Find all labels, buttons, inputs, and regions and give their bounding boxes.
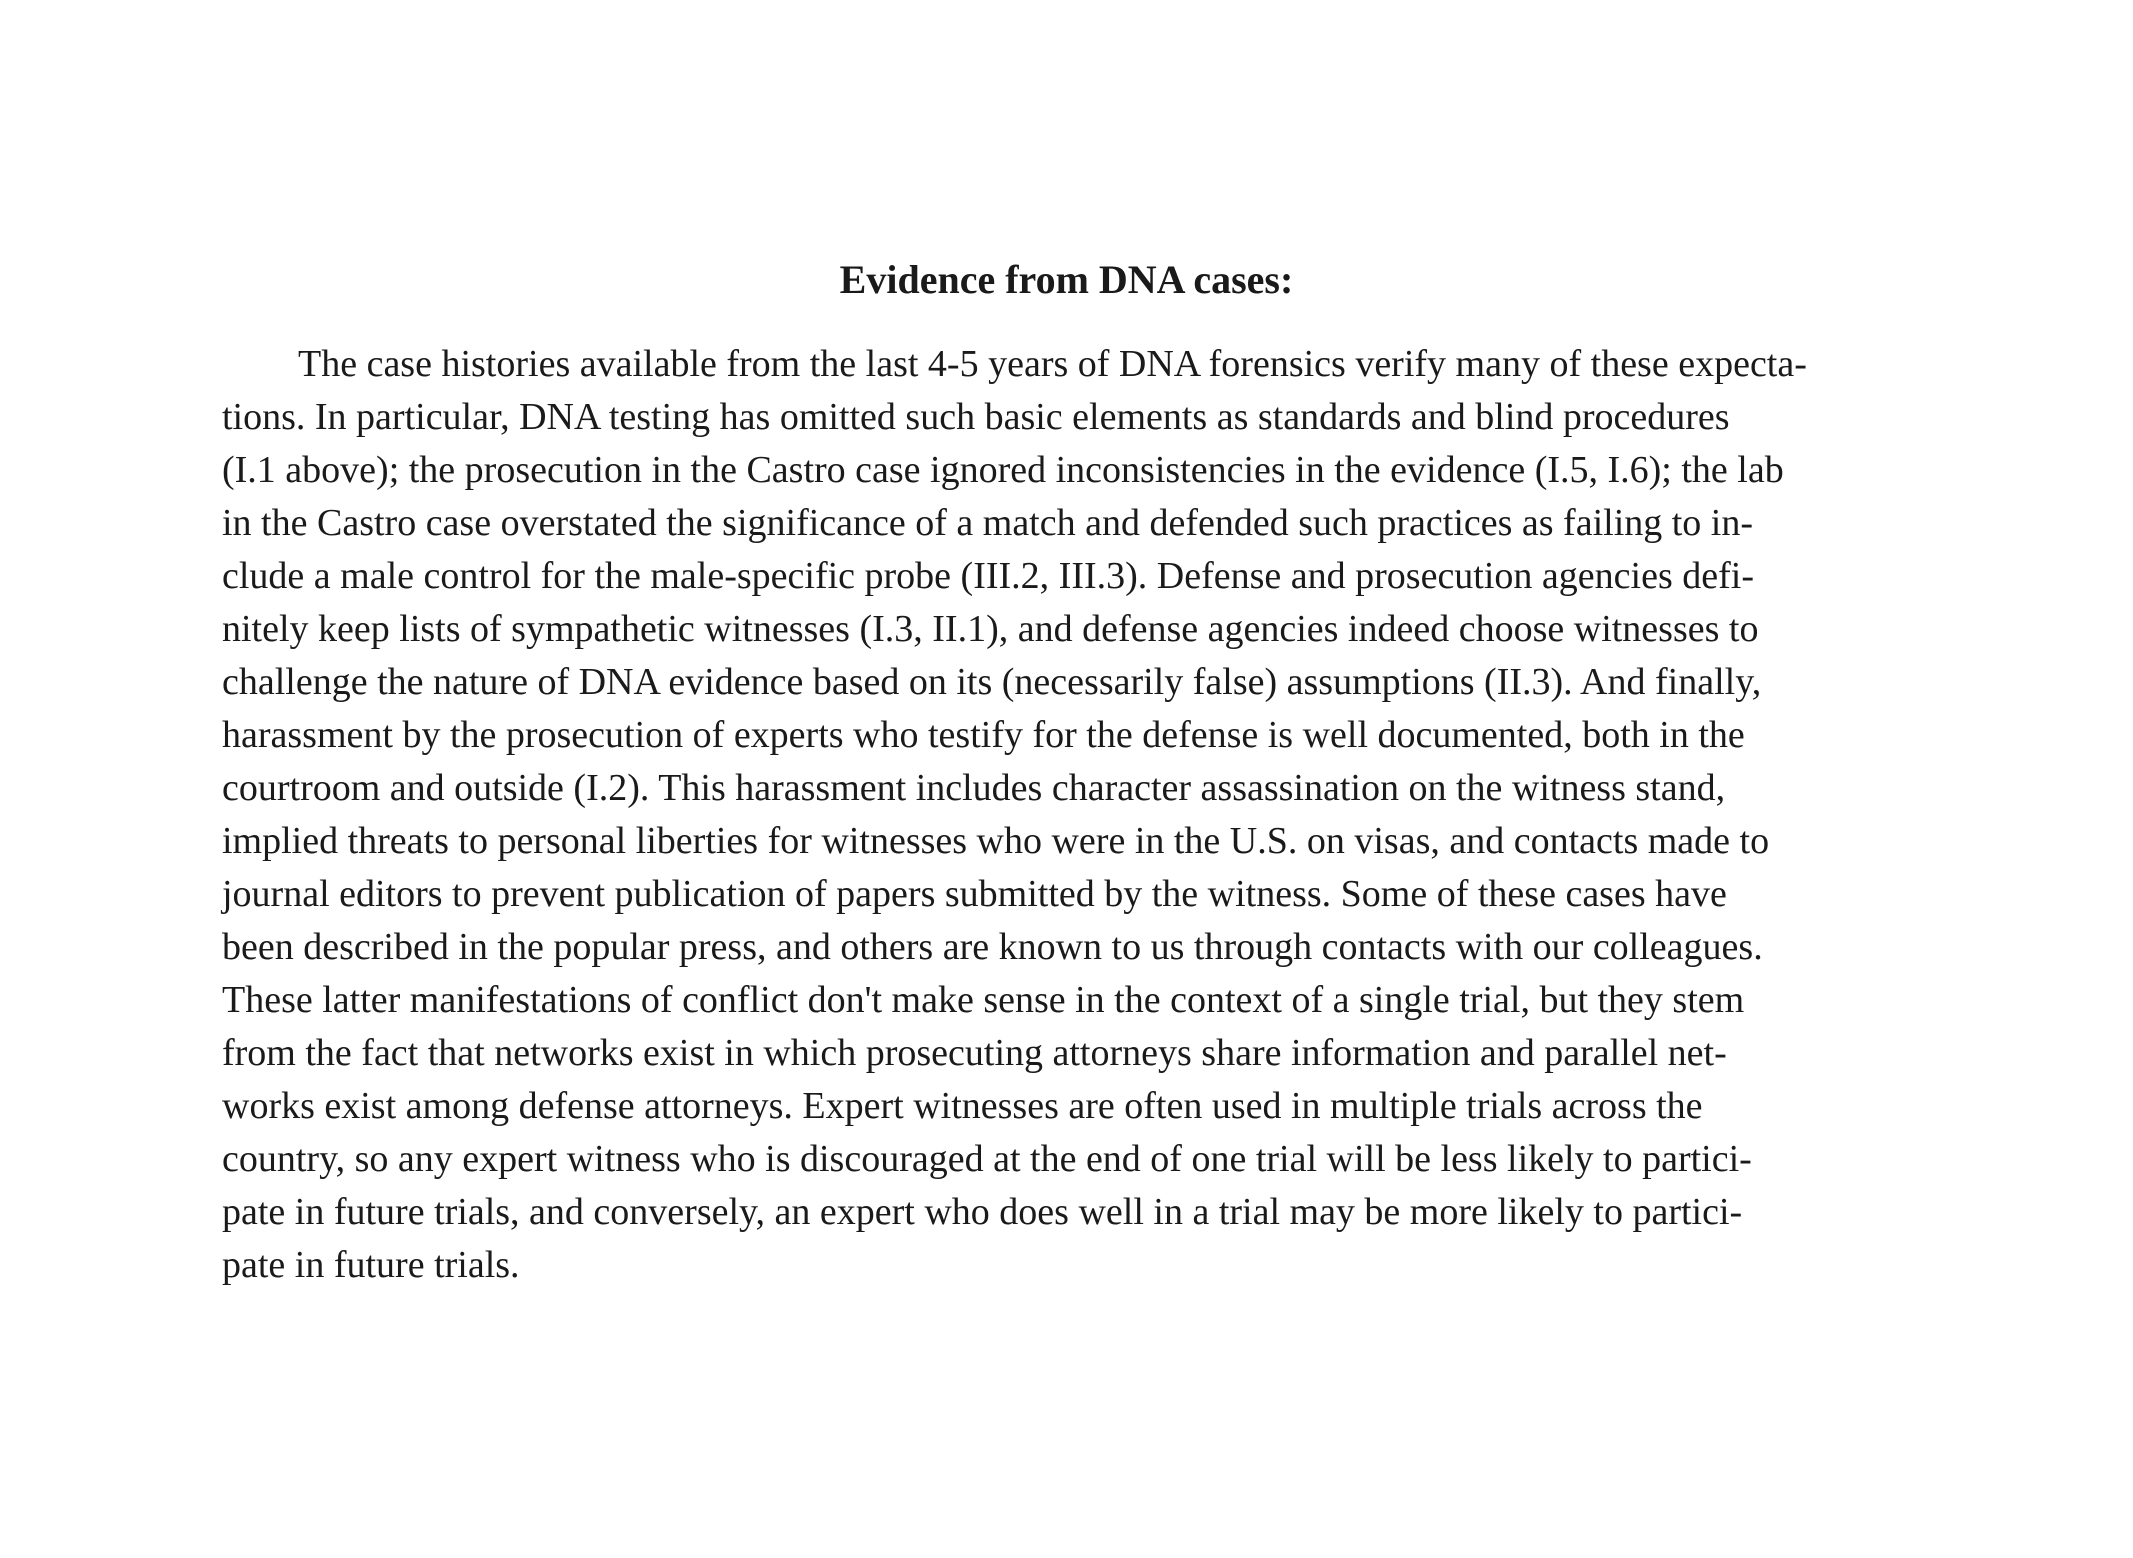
paragraph-line: challenge the nature of DNA evidence based on its (necessarily false) assumptions (II.3). And finally, <box>222 661 1762 703</box>
paragraph-line: pate in future trials, and conversely, an expert who does well in a trial may be more likely to partici- <box>222 1191 1743 1233</box>
paragraph-line: tions. In particular, DNA testing has omitted such basic elements as standards and blind procedures <box>222 396 1730 438</box>
paragraph-line: The case histories available from the last 4-5 years of DNA forensics verify many of these expecta- <box>298 343 1807 385</box>
paragraph-line: works exist among defense attorneys. Expert witnesses are often used in multiple trials across the <box>222 1085 1703 1127</box>
section-heading: Evidence from DNA cases: <box>839 257 1294 302</box>
paragraph-line: implied threats to personal liberties for witnesses who were in the U.S. on visas, and contacts made to <box>222 820 1770 862</box>
paragraph-line: journal editors to prevent publication of papers submitted by the witness. Some of these cases have <box>222 873 1727 915</box>
paragraph-line: country, so any expert witness who is discouraged at the end of one trial will be less likely to partici- <box>222 1138 1752 1180</box>
paragraph-line: These latter manifestations of conflict don't make sense in the context of a single trial, but they stem <box>222 979 1745 1021</box>
paragraph-line: been described in the popular press, and others are known to us through contacts with our colleagues. <box>222 926 1763 968</box>
paragraph-line: harassment by the prosecution of experts who testify for the defense is well documented, both in the <box>222 714 1745 756</box>
paragraph-line: pate in future trials. <box>222 1244 520 1286</box>
paragraph-line: courtroom and outside (I.2). This harassment includes character assassination on the witness stand, <box>222 767 1726 809</box>
paragraph-line: in the Castro case overstated the significance of a match and defended such practices as failing to in- <box>222 502 1754 544</box>
body-paragraph <box>222 338 1932 1292</box>
paragraph-line: clude a male control for the male-specific probe (III.2, III.3). Defense and prosecution agencies defi- <box>222 555 1754 597</box>
paragraph-line: nitely keep lists of sympathetic witnesses (I.3, II.1), and defense agencies indeed choose witnesses to <box>222 608 1759 650</box>
paragraph-line: (I.1 above); the prosecution in the Castro case ignored inconsistencies in the evidence (I.5, I.6); the lab <box>222 449 1784 491</box>
paragraph-line: from the fact that networks exist in which prosecuting attorneys share information and parallel net- <box>222 1032 1727 1074</box>
